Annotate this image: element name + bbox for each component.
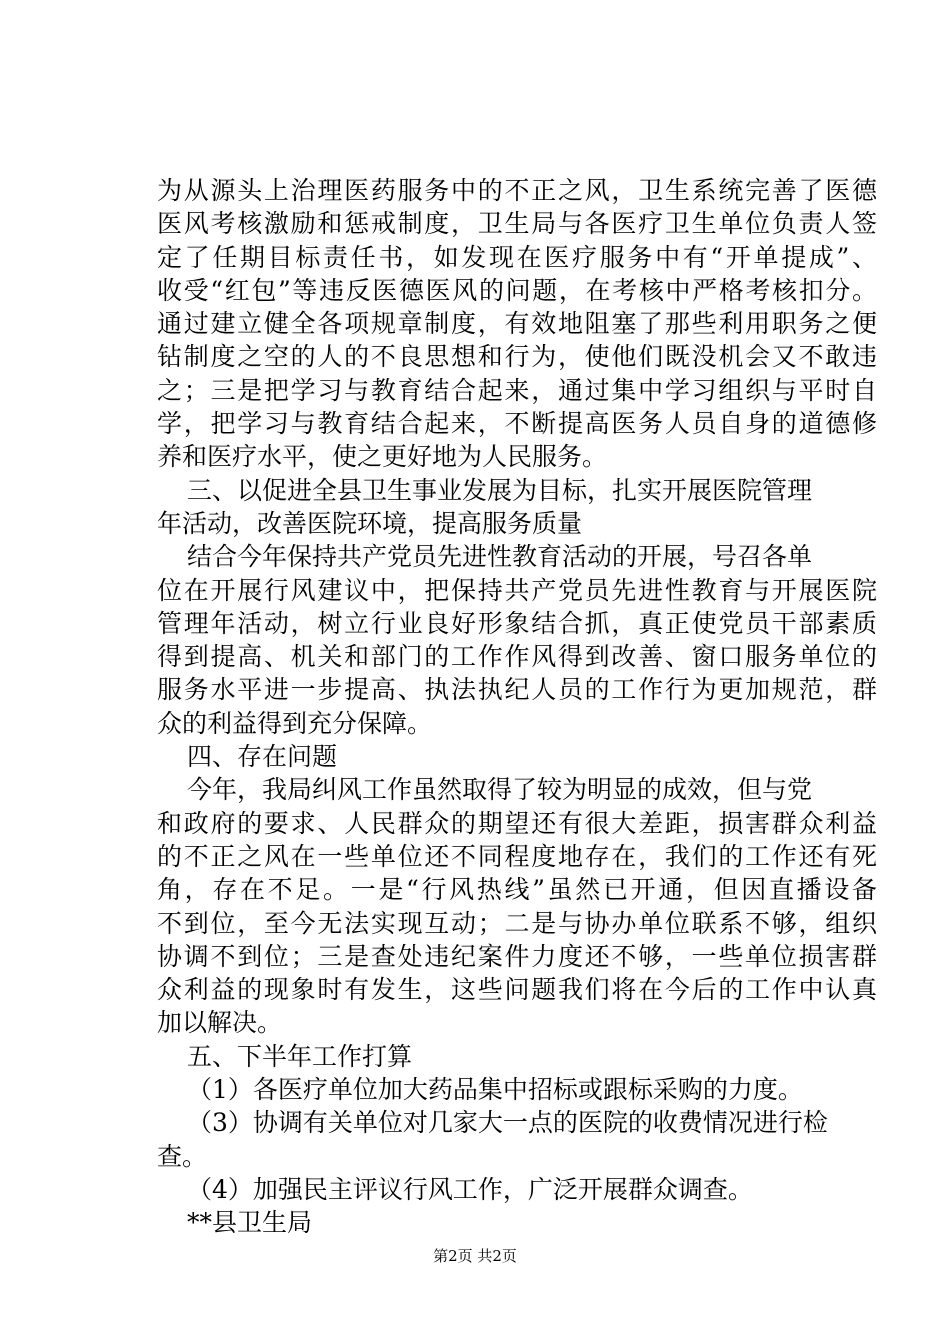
text-line: 学，把学习与教育结合起来，不断提高医务人员自身的道德修	[157, 409, 877, 439]
list-item: （1）各医疗单位加大药品集中招标或跟标采购的力度。	[187, 1075, 803, 1105]
text-line: 之；三是把学习与教育结合起来，通过集中学习组织与平时自	[157, 375, 877, 405]
text-line: 众利益的现象时有发生，这些问题我们将在今后的工作中认真	[157, 975, 877, 1005]
text-line: 协调不到位；三是查处违纪案件力度还不够，一些单位损害群	[157, 941, 877, 971]
text-line: 管理年活动，树立行业良好形象结合抓，真正使党员干部素质	[157, 608, 877, 638]
page-number-footer: 第2页 共2页	[433, 1247, 517, 1265]
list-item: （4）加强民主评议行风工作，广泛开展群众调查。	[187, 1174, 753, 1204]
text-line: 通过建立健全各项规章制度，有效地阻塞了那些利用职务之便	[157, 309, 877, 339]
text-line: 得到提高、机关和部门的工作作风得到改善、窗口服务单位的	[157, 642, 877, 672]
list-item: （3）协调有关单位对几家大一点的医院的收费情况进行检	[187, 1108, 828, 1138]
text-line: 加以解决。	[157, 1008, 283, 1038]
text-line: 定了任期目标责任书，如发现在医疗服务中有“开单提成”、	[157, 242, 877, 272]
signature-line: **县卫生局	[187, 1208, 313, 1238]
section-heading: 三、以促进全县卫生事业发展为目标，扎实开展医院管理	[187, 475, 813, 505]
text-line: 今年，我局纠风工作虽然取得了较为明显的成效，但与党	[187, 775, 813, 805]
text-line: 角，存在不足。一是“行风热线”虽然已开通，但因直播设备	[157, 875, 877, 905]
section-heading: 五、下半年工作打算	[187, 1041, 413, 1071]
text-line: 服务水平进一步提高、执法执纪人员的工作行为更加规范，群	[157, 675, 877, 705]
section-heading-continued: 年活动，改善医院环境，提高服务质量	[157, 508, 583, 538]
text-line: 结合今年保持共产党员先进性教育活动的开展，号召各单	[187, 542, 813, 572]
document-body	[157, 174, 877, 1240]
list-item-continued: 查。	[157, 1141, 208, 1171]
text-line: 为从源头上治理医药服务中的不正之风，卫生系统完善了医德	[157, 176, 877, 205]
text-line: 众的利益得到充分保障。	[157, 708, 433, 738]
text-line: 的不正之风在一些单位还不同程度地存在，我们的工作还有死	[157, 841, 877, 871]
section-heading: 四、存在问题	[187, 742, 338, 772]
text-line: 养和医疗水平，使之更好地为人民服务。	[157, 442, 608, 472]
text-line: 收受“红包”等违反医德医风的问题，在考核中严格考核扣分。	[157, 275, 877, 305]
text-line: 钻制度之空的人的不良思想和行为，使他们既没机会又不敢违	[157, 342, 877, 372]
text-line: 医风考核激励和惩戒制度，卫生局与各医疗卫生单位负责人签	[157, 209, 877, 239]
text-line: 位在开展行风建议中，把保持共产党员先进性教育与开展医院	[157, 575, 877, 605]
text-line: 不到位，至今无法实现互动；二是与协办单位联系不够，组织	[157, 908, 877, 938]
text-line: 和政府的要求、人民群众的期望还有很大差距，损害群众利益	[157, 808, 877, 838]
